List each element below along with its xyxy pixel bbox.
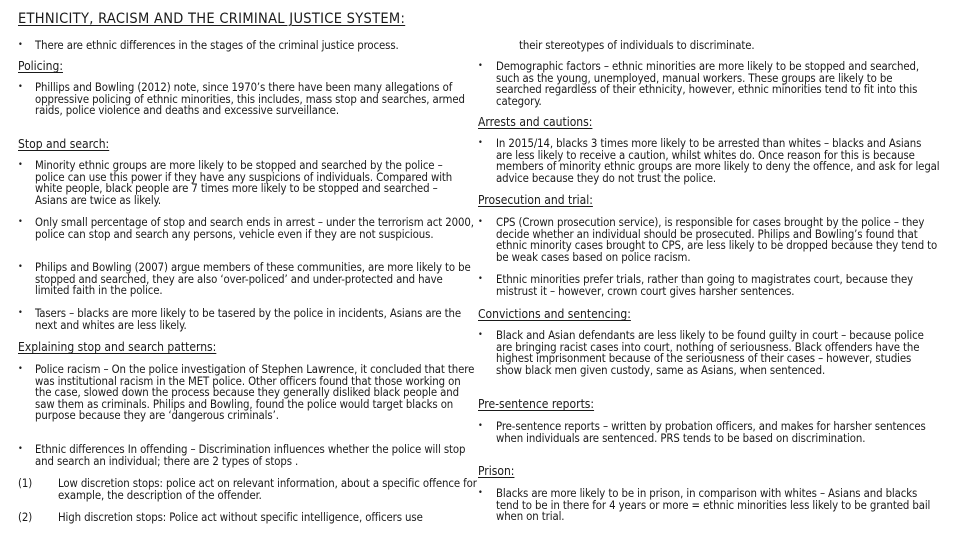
stop-search-text-1: Minority ethnic groups are more likely to be stopped and searched by the police – police can use this power if they have any suspicions of individuals. Compared with white people, black people are 7 times more likely to be stopped and searched – Asians are twice as likely. xyxy=(35,159,453,207)
stop-search-bullet-1 xyxy=(18,160,468,206)
demographic-bullet xyxy=(478,61,940,107)
bullet-icon: • xyxy=(478,138,483,148)
prosecution-bullet-1 xyxy=(478,217,942,263)
page-title: ETHNICITY, RACISM AND THE CRIMINAL JUSTICE SYSTEM: xyxy=(18,11,406,27)
bullet-icon: • xyxy=(478,61,483,71)
bullet-icon: • xyxy=(18,82,23,92)
convictions-heading: Convictions and sentencing: xyxy=(478,307,631,321)
bullet-icon: • xyxy=(18,262,23,272)
prison-text: Blacks are more likely to be in prison, in comparison with whites – Asians and blacks tend to be in there for 4 years or more = ethnic minorities less likely to be granted bail when on trial. xyxy=(496,487,931,524)
explaining-bullet-1 xyxy=(18,364,480,422)
number-label-1: (1) xyxy=(18,477,33,490)
policing-heading: Policing: xyxy=(18,59,63,73)
prosecution-text-2: Ethnic minorities prefer trials, rather than going to magistrates court, because they mistrust it – however, crown court gives harsher sentences. xyxy=(496,273,914,298)
policing-text: Phillips and Bowling (2012) note, since 1970’s there have been many allegations of oppressive policing of ethnic minorities, this includes, mass stop and searches, armed raids, police violence and deaths and excessive surveillance. xyxy=(35,81,465,118)
arrests-heading: Arrests and cautions: xyxy=(478,115,593,129)
pre-sentence-text: Pre-sentence reports – written by probation officers, and makes for harsher sentences when individuals are sentenced. PRS tends to be based on discrimination. xyxy=(496,420,926,445)
bullet-icon: • xyxy=(18,40,23,50)
bullet-icon: • xyxy=(478,421,483,431)
bullet-icon: • xyxy=(18,444,23,454)
stop-search-text-3: Philips and Bowling (2007) argue members of these communities, are more likely to be stopped and searched, they are also ‘over-policed’ and under-protected and have limited faith in the police. xyxy=(35,261,471,298)
prosecution-bullet-2 xyxy=(478,274,942,297)
stop-search-text-4: Tasers – blacks are more likely to be tasered by the police in incidents, Asians are the next and whites are less likely. xyxy=(35,307,462,332)
continued-text: their stereotypes of individuals to discriminate. xyxy=(519,39,755,52)
explaining-heading: Explaining stop and search patterns: xyxy=(18,340,217,354)
prison-bullet xyxy=(478,488,940,523)
bullet-icon: • xyxy=(18,160,23,170)
numbered-item-1 xyxy=(18,478,480,501)
bullet-icon: • xyxy=(478,488,483,498)
convictions-bullet xyxy=(478,330,940,376)
convictions-text: Black and Asian defendants are less likely to be found guilty in court – because police are bringing racist cases into court, nothing of seriousness. Black offenders have the highest imprisonment because of the seriousness of their cases – however, studies show black men given custody, same as Asians, when sentenced. xyxy=(496,329,924,377)
pre-sentence-heading: Pre-sentence reports: xyxy=(478,397,595,411)
intro-bullet xyxy=(18,40,478,52)
stop-search-bullet-2 xyxy=(18,217,480,240)
bullet-icon: • xyxy=(18,217,23,227)
bullet-icon: • xyxy=(478,217,483,227)
number-label-2: (2) xyxy=(18,511,33,524)
pre-sentence-bullet xyxy=(478,421,940,444)
prosecution-heading: Prosecution and trial: xyxy=(478,193,593,207)
stop-search-heading: Stop and search: xyxy=(18,137,110,151)
arrests-text: In 2015/14, blacks 3 times more likely to be arrested than whites – blacks and Asians are less likely to receive a caution, whilst whites do. Once reason for this is because members of minority ethnic groups are more likely to deny the offence, and ask for legal advice because they do not trust the police. xyxy=(496,137,940,185)
bullet-icon: • xyxy=(18,364,23,374)
stop-search-text-2: Only small percentage of stop and search ends in arrest – under the terrorism act 2000, police can stop and search any persons, vehicle even if they are not suspicious. xyxy=(35,216,474,241)
explaining-text-2: Ethnic differences In offending – Discrimination influences whether the police will stop and search an individual; there are 2 types of stops . xyxy=(35,443,466,468)
numbered-text-2: High discretion stops: Police act without specific intelligence, officers use xyxy=(58,511,423,524)
policing-bullet xyxy=(18,82,480,117)
explaining-text-1: Police racism – On the police investigation of Stephen Lawrence, it concluded that there was institutional racism in the MET police. Other officers found that those working on the case, slowed down the process because they generally disliked black people and saw them as criminals. Philips and Bowling, found the police would target blacks on purpose because they are ‘dangerous criminals’. xyxy=(35,363,475,423)
numbered-item-2 xyxy=(18,512,480,524)
bullet-icon: • xyxy=(478,274,483,284)
intro-text: There are ethnic differences in the stages of the criminal justice process. xyxy=(35,39,399,52)
explaining-bullet-2 xyxy=(18,444,480,467)
arrests-bullet xyxy=(478,138,940,184)
stop-search-bullet-4 xyxy=(18,308,482,331)
stop-search-bullet-3 xyxy=(18,262,476,297)
bullet-icon: • xyxy=(478,330,483,340)
demographic-text: Demographic factors – ethnic minorities are more likely to be stopped and searched, such as the young, unemployed, manual workers. These groups are likely to be searched regardless of their ethnicity, however, ethnic minorities tend to fit into this category. xyxy=(496,60,919,108)
bullet-icon: • xyxy=(18,308,23,318)
numbered-text-1: Low discretion stops: police act on relevant information, about a specific offence for example, the description of the offender. xyxy=(58,477,477,502)
prison-heading: Prison: xyxy=(478,464,515,478)
prosecution-text-1: CPS (Crown prosecution service), is responsible for cases brought by the police – they decide whether an individual should be prosecuted. Philips and Bowling’s found that ethnic minority cases brought to CPS, are less likely to be dropped because they tend to be weak cases based on police racism. xyxy=(496,216,938,264)
